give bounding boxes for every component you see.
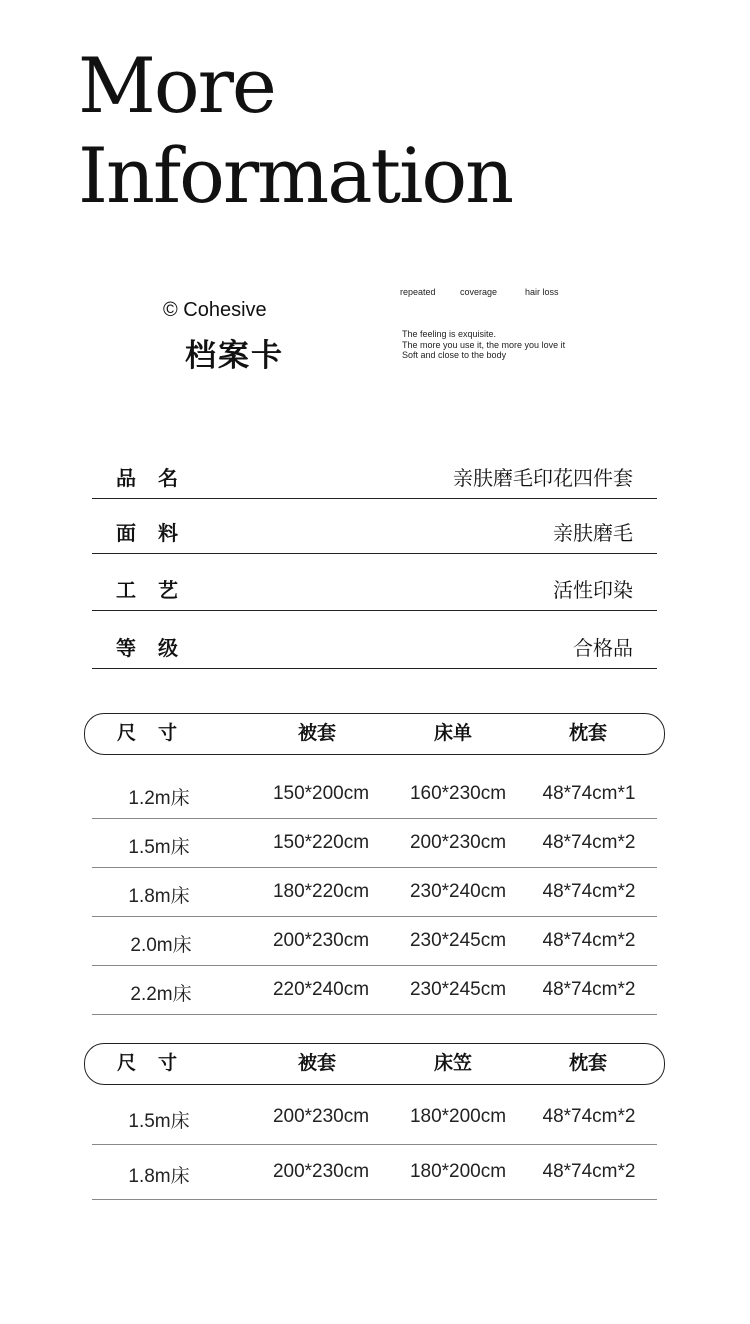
keyword: repeated [400, 287, 436, 297]
table-cell: 150*220cm [272, 832, 370, 853]
table-cell: 200*230cm [409, 832, 507, 853]
table-cell: 150*200cm [272, 783, 370, 804]
size-table-1 [92, 770, 657, 1015]
table-row [92, 1090, 657, 1145]
spec-row [92, 554, 657, 611]
spec-value: 活性印染 [553, 580, 633, 602]
table-cell: 180*200cm [409, 1161, 507, 1182]
spec-row [92, 611, 657, 669]
table-cell: 160*230cm [409, 783, 507, 804]
table-cell: 2.0m床 [130, 935, 192, 956]
keyword: coverage [460, 287, 498, 297]
table-cell: 48*74cm*2 [542, 930, 636, 951]
header-cell: 被套 [297, 1053, 337, 1074]
header-cell: 被套 [297, 723, 337, 744]
table-cell: 200*230cm [272, 1161, 370, 1182]
tagline: Soft and close to the body [402, 350, 507, 360]
card-label: 档案卡 [185, 338, 284, 373]
tagline-block [402, 329, 565, 361]
size-table-1-header [84, 713, 665, 755]
tagline: The feeling is exquisite. [402, 329, 497, 339]
spec-label: 品名 [116, 468, 200, 490]
table-cell: 1.8m床 [128, 886, 190, 907]
table-cell: 48*74cm*2 [542, 979, 636, 1000]
table-cell: 200*230cm [272, 1106, 370, 1127]
table-cell: 48*74cm*2 [542, 832, 636, 853]
header-cell: 尺寸 [117, 1053, 200, 1074]
table-row [92, 819, 657, 868]
spec-value: 合格品 [573, 638, 633, 660]
spec-value: 亲肤磨毛 [553, 523, 633, 545]
table-row [92, 868, 657, 917]
spec-table [92, 444, 657, 669]
table-cell: 220*240cm [272, 979, 370, 1000]
table-cell: 48*74cm*1 [542, 783, 636, 804]
header-cell: 枕套 [568, 1053, 608, 1074]
table-cell: 1.8m床 [128, 1166, 190, 1187]
size-table-2-header [84, 1043, 665, 1085]
table-cell: 1.5m床 [128, 837, 190, 858]
table-cell: 180*220cm [272, 881, 370, 902]
table-cell: 2.2m床 [130, 984, 192, 1005]
spec-value: 亲肤磨毛印花四件套 [453, 468, 633, 490]
header-cell: 尺寸 [117, 723, 200, 744]
table-row [92, 917, 657, 966]
table-row [92, 966, 657, 1015]
size-table-2 [92, 1090, 657, 1200]
table-cell: 48*74cm*2 [542, 881, 636, 902]
table-cell: 230*245cm [409, 979, 507, 1000]
brand-name: © Cohesive [163, 299, 267, 321]
title-line-2: Information [78, 131, 513, 220]
table-cell: 230*240cm [409, 881, 507, 902]
spec-row [92, 499, 657, 554]
table-cell: 200*230cm [272, 930, 370, 951]
tagline: The more you use it, the more you love it [402, 339, 566, 350]
header-cell: 床笠 [433, 1053, 473, 1074]
table-cell: 1.5m床 [128, 1111, 190, 1132]
header-cell: 床单 [433, 723, 473, 744]
title-line-1: More [78, 41, 275, 130]
table-cell: 48*74cm*2 [542, 1106, 636, 1127]
keyword: hair loss [525, 287, 559, 297]
table-cell: 180*200cm [409, 1106, 507, 1127]
spec-label: 等级 [116, 638, 200, 660]
table-cell: 1.2m床 [128, 788, 190, 809]
header-cell: 枕套 [568, 723, 608, 744]
table-row [92, 770, 657, 819]
spec-label: 面料 [116, 523, 200, 545]
table-cell: 230*245cm [409, 930, 507, 951]
table-cell: 48*74cm*2 [542, 1161, 636, 1182]
spec-label: 工艺 [116, 580, 200, 602]
spec-row [92, 444, 657, 499]
table-row [92, 1145, 657, 1200]
